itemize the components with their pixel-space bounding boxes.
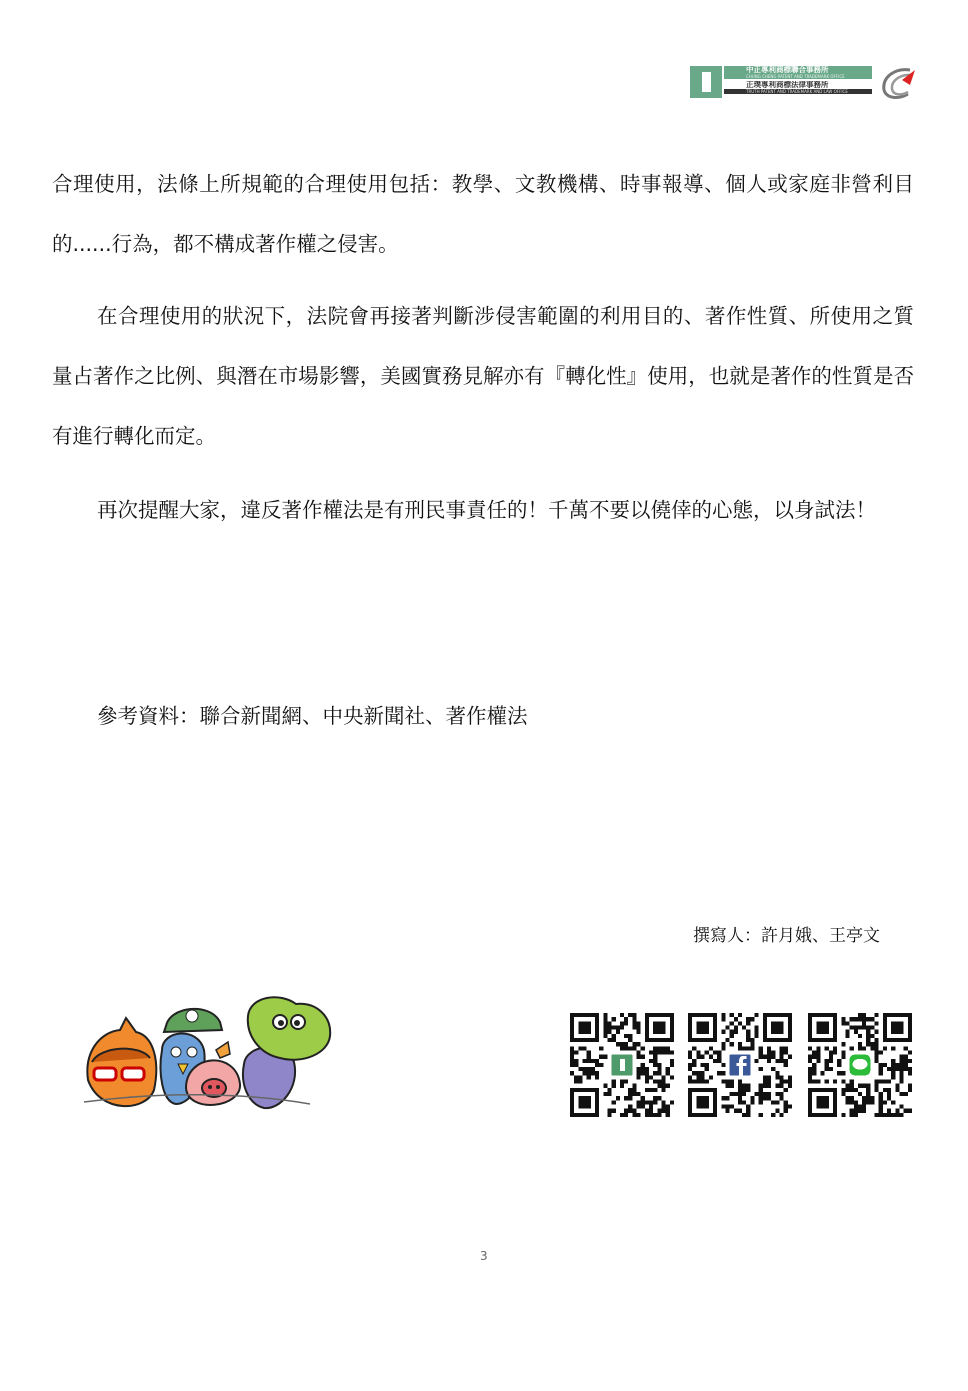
mascot-group-illustration — [80, 992, 340, 1120]
firm-name-2: 正璞專利商標法律事務所 — [746, 81, 829, 89]
qr-code-line[interactable] — [808, 1013, 912, 1117]
paragraph-fair-use: 合理使用，法條上所規範的合理使用包括：教學、文教機構、時事報導、個人或家庭非營利目的......行為，都不構成著作權之侵害。 — [52, 172, 914, 256]
firm-name-2-en: TRUTH PATENT AND TRADEMARK AND LAW OFFICE — [724, 89, 872, 94]
swoosh-logo-icon — [876, 66, 916, 100]
paragraph-court-judgement: 在合理使用的狀況下，法院會再接著判斷涉侵害範圍的利用目的、著作性質、所使用之質量占著作之比例、與潛在市場影響，美國實務見解亦有『轉化性』使用，也就是著作的性質是否有進行轉化而定。 — [52, 304, 914, 448]
firm-logo-icon — [690, 66, 722, 98]
firm-logo — [690, 66, 922, 100]
references: 參考資料：聯合新聞網、中央新聞社、著作權法 — [97, 704, 528, 728]
firm-name-1: 中正專利商標聯合事務所 — [724, 66, 872, 74]
page-number: 3 — [480, 1249, 488, 1263]
paragraph-reminder: 再次提醒大家，違反著作權法是有刑民事責任的！千萬不要以僥倖的心態，以身試法！ — [97, 498, 876, 522]
qr-code-website[interactable] — [570, 1013, 674, 1117]
author-credit: 撰寫人：許月娥、王亭文 — [693, 926, 880, 946]
qr-code-facebook[interactable] — [688, 1013, 792, 1117]
firm-name-1-en: CHUNG CHENG PATENT AND TRADEMARK OFFICE — [724, 74, 872, 79]
